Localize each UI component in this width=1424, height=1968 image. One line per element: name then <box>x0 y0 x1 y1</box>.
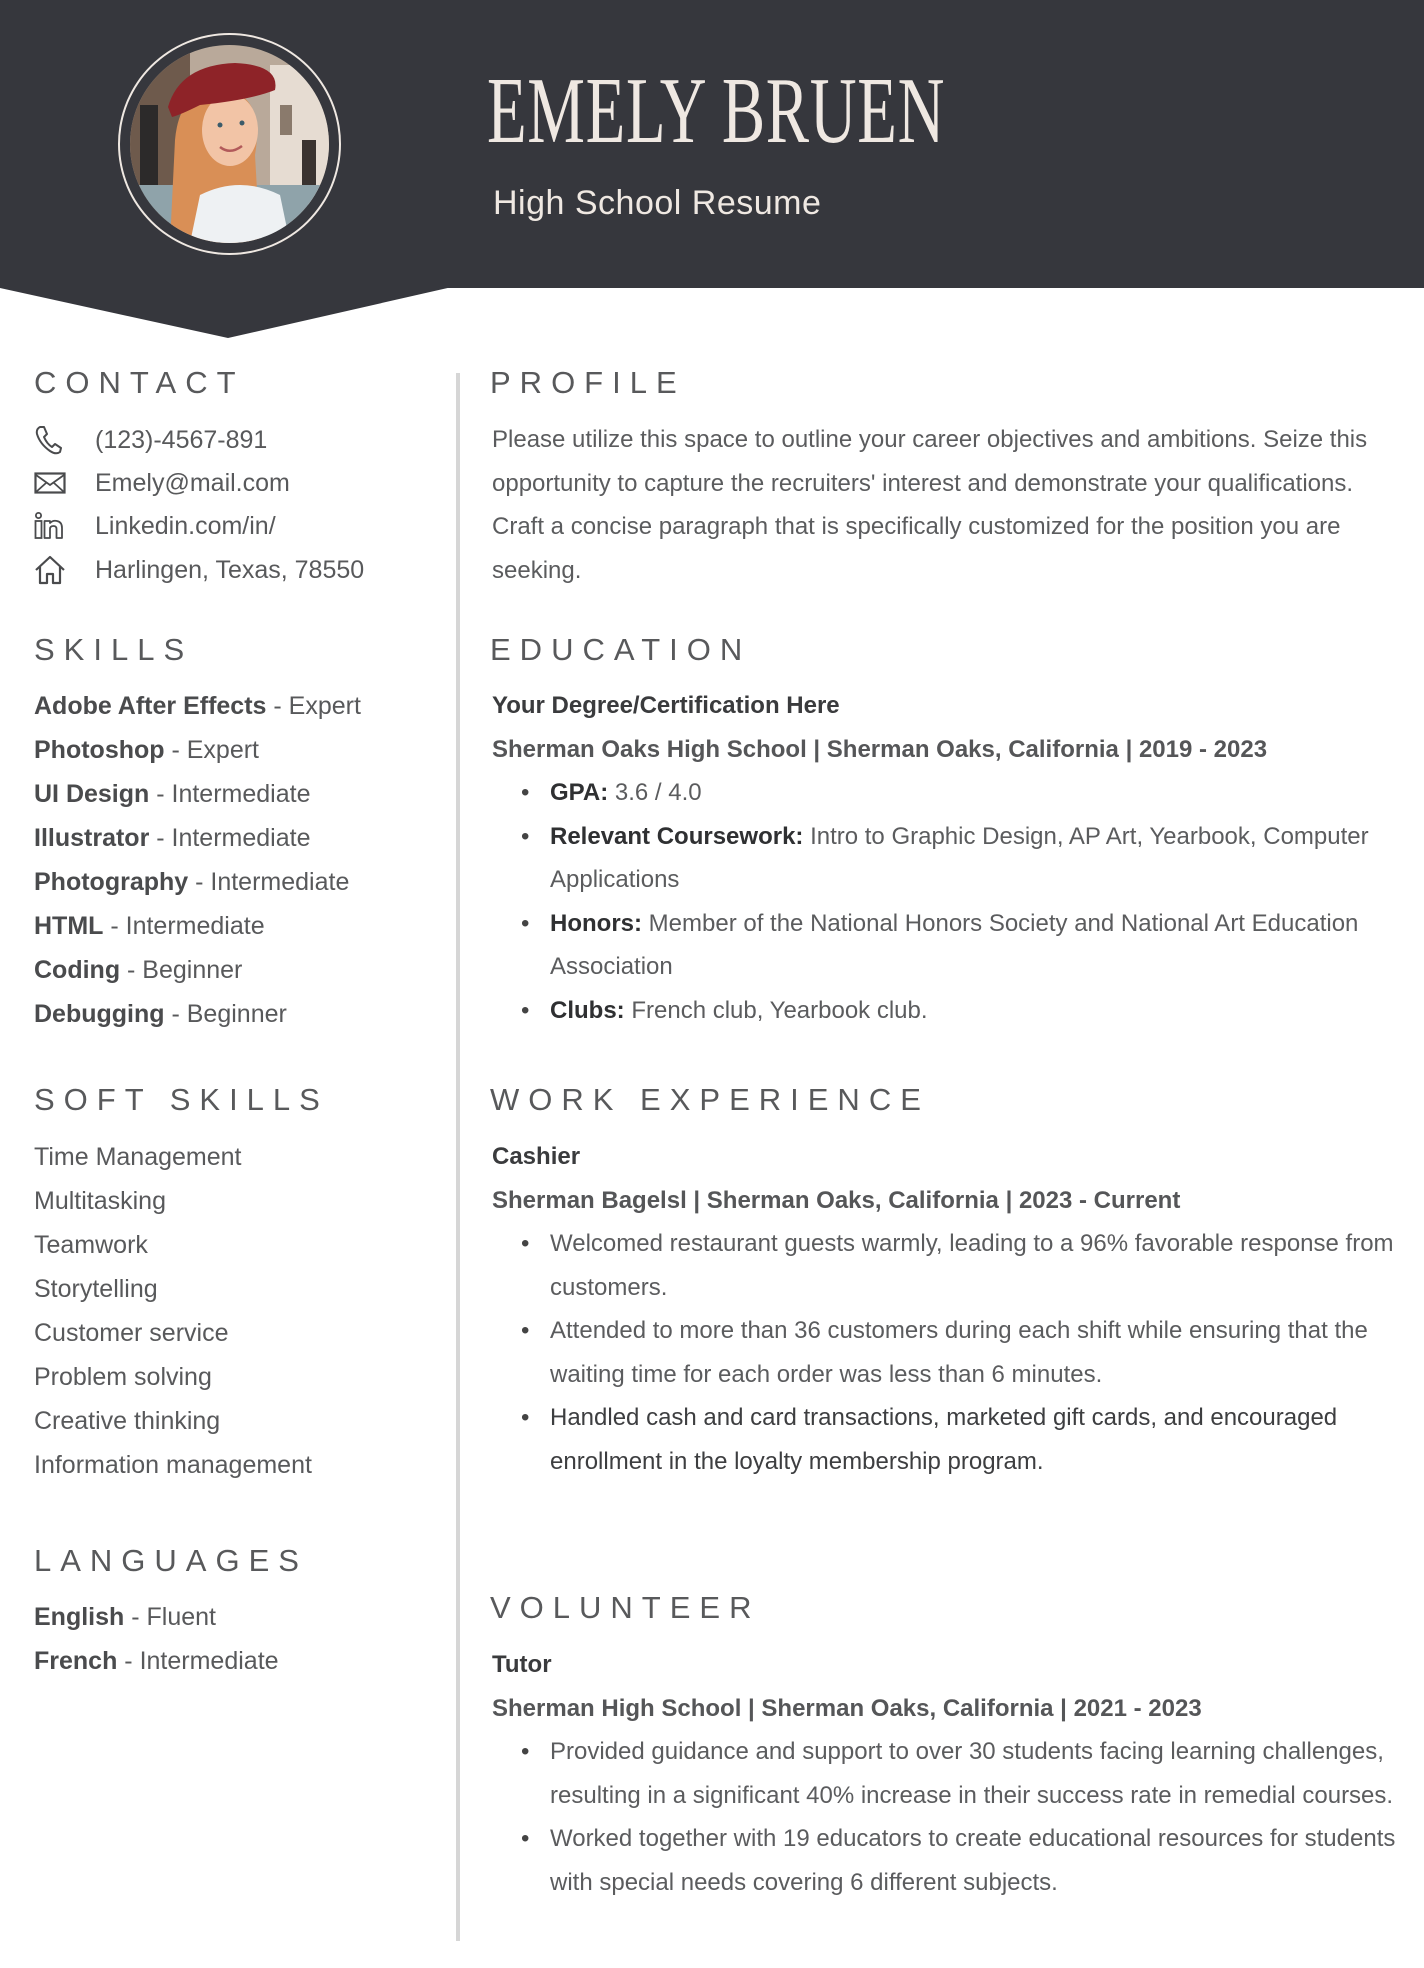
work-bullet: • Attended to more than 36 customers during each shift while ensuring that the waiting time for each order was less than 6 minutes. <box>492 1309 1397 1396</box>
skill-name: Photoshop <box>34 736 165 764</box>
work-section <box>492 1135 1397 1483</box>
resume-subtitle: High School Resume <box>493 184 822 222</box>
skill-name: Adobe After Effects <box>34 692 267 720</box>
column-divider <box>456 373 460 1941</box>
contact-address <box>34 548 364 591</box>
soft-skill-item: Problem solving <box>34 1363 212 1391</box>
languages-heading: LANGUAGES <box>34 1543 308 1578</box>
home-icon <box>34 555 70 585</box>
skill-name: Illustrator <box>34 824 150 852</box>
volunteer-bullet: • Worked together with 19 educators to create educational resources for students with special needs covering 6 different subjects. <box>492 1817 1397 1904</box>
skill-item <box>34 728 361 772</box>
mail-icon <box>34 468 70 498</box>
education-section <box>492 684 1397 1032</box>
skill-name: Debugging <box>34 1000 165 1028</box>
skill-level: - Intermediate <box>103 912 265 940</box>
candidate-name: EMELY BRUEN <box>487 59 946 163</box>
contact-email <box>34 461 364 504</box>
bullet-label: Honors: <box>550 909 642 937</box>
company-line: Sherman Bagelsl | Sherman Oaks, California | 2023 - Current <box>492 1186 1181 1214</box>
skill-level: - Intermediate <box>149 780 311 808</box>
soft-skill-item: Storytelling <box>34 1275 158 1303</box>
address-text: Harlingen, Texas, 78550 <box>95 555 365 584</box>
profile-text: Please utilize this space to outline your career objectives and ambitions. Seize this opportunity to capture the recruiters' interest and demonstrate your qualifications. Craft a concise paragraph that is specifically customized for the position you are seeking. <box>492 426 1368 584</box>
contact-list <box>34 418 364 591</box>
soft-skill-item: Time Management <box>34 1143 242 1171</box>
language-level: - Intermediate <box>117 1647 279 1675</box>
work-bullet: • Handled cash and card transactions, marketed gift cards, and encouraged enrollment in the loyalty membership program. <box>492 1396 1397 1483</box>
skill-item <box>34 816 361 860</box>
language-item <box>34 1639 279 1683</box>
bullet-label: Relevant Coursework: <box>550 822 804 850</box>
work-bullets <box>492 1222 1397 1483</box>
contact-linkedin <box>34 505 364 548</box>
work-bullet: • Welcomed restaurant guests warmly, leading to a 96% favorable response from customers. <box>492 1222 1397 1309</box>
degree-title: Your Degree/Certification Here <box>492 692 840 719</box>
email-text: Emely@mail.com <box>95 468 290 497</box>
volunteer-heading: VOLUNTEER <box>490 1590 761 1625</box>
soft-skill-item: Information management <box>34 1451 312 1479</box>
profile-heading: PROFILE <box>490 365 686 400</box>
soft-skills-list <box>34 1135 312 1487</box>
work-heading: WORK EXPERIENCE <box>490 1082 930 1117</box>
skill-level: - Intermediate <box>188 868 350 896</box>
education-bullet <box>492 989 1397 1033</box>
job-title: Cashier <box>492 1143 581 1170</box>
soft-skill-item: Teamwork <box>34 1231 148 1259</box>
linkedin-icon <box>34 511 70 541</box>
education-bullet <box>492 771 1397 815</box>
skill-item <box>34 948 361 992</box>
bullet-text: 3.6 / 4.0 <box>608 779 702 806</box>
volunteer-title: Tutor <box>492 1651 552 1678</box>
soft-skill-item: Multitasking <box>34 1187 166 1215</box>
soft-skill-item: Customer service <box>34 1319 229 1347</box>
skill-level: - Beginner <box>164 1000 287 1028</box>
skill-level: - Expert <box>164 736 260 764</box>
education-bullet <box>492 902 1397 989</box>
contact-heading: CONTACT <box>34 365 245 400</box>
bullet-label: Clubs: <box>550 996 625 1024</box>
language-name: French <box>34 1647 118 1675</box>
languages-list <box>34 1595 279 1683</box>
soft-skills-heading: SOFT SKILLS <box>34 1082 329 1117</box>
portrait-illustration <box>130 45 329 243</box>
phone-icon <box>34 425 70 455</box>
language-name: English <box>34 1603 125 1631</box>
skill-name: HTML <box>34 912 104 940</box>
education-heading: EDUCATION <box>490 632 752 667</box>
education-bullets <box>492 771 1397 1032</box>
skill-item <box>34 772 361 816</box>
volunteer-bullet: • Provided guidance and support to over 30 students facing learning challenges, resulting in a significant 40% increase in their success rate in remedial courses. <box>492 1730 1397 1817</box>
skill-name: Photography <box>34 868 189 896</box>
bullet-text: French club, Yearbook club. <box>624 996 928 1024</box>
skills-list <box>34 684 361 1036</box>
linkedin-text: Linkedin.com/in/ <box>95 512 276 541</box>
skill-level: - Intermediate <box>149 824 311 852</box>
skill-item <box>34 904 361 948</box>
language-item <box>34 1595 279 1639</box>
name-container <box>487 56 1187 166</box>
bullet-text: Member of the National Honors Society and National Art Education Association <box>550 909 1359 980</box>
skill-level: - Expert <box>266 692 361 720</box>
skill-item <box>34 992 361 1036</box>
phone-text: (123)-4567-891 <box>95 425 268 454</box>
bullet-text: Intro to Graphic Design, AP Art, Yearbook, Computer Applications <box>550 822 1369 893</box>
school-line: Sherman Oaks High School | Sherman Oaks, California | 2019 - 2023 <box>492 735 1268 763</box>
volunteer-section <box>492 1643 1397 1904</box>
profile-photo-frame <box>118 33 341 255</box>
skills-heading: SKILLS <box>34 632 194 667</box>
bullet-label: GPA: <box>550 779 609 806</box>
contact-phone <box>34 418 364 461</box>
skill-item <box>34 860 361 904</box>
skill-level: - Beginner <box>120 956 243 984</box>
profile-photo <box>130 45 329 243</box>
skill-name: Coding <box>34 956 121 984</box>
language-level: - Fluent <box>124 1603 216 1631</box>
soft-skill-item: Creative thinking <box>34 1407 221 1435</box>
header-chevron <box>0 287 452 339</box>
education-bullet <box>492 815 1397 902</box>
skill-name: UI Design <box>34 780 150 808</box>
volunteer-org-line: Sherman High School | Sherman Oaks, California | 2021 - 2023 <box>492 1694 1202 1722</box>
volunteer-bullets <box>492 1730 1397 1904</box>
skill-item <box>34 684 361 728</box>
